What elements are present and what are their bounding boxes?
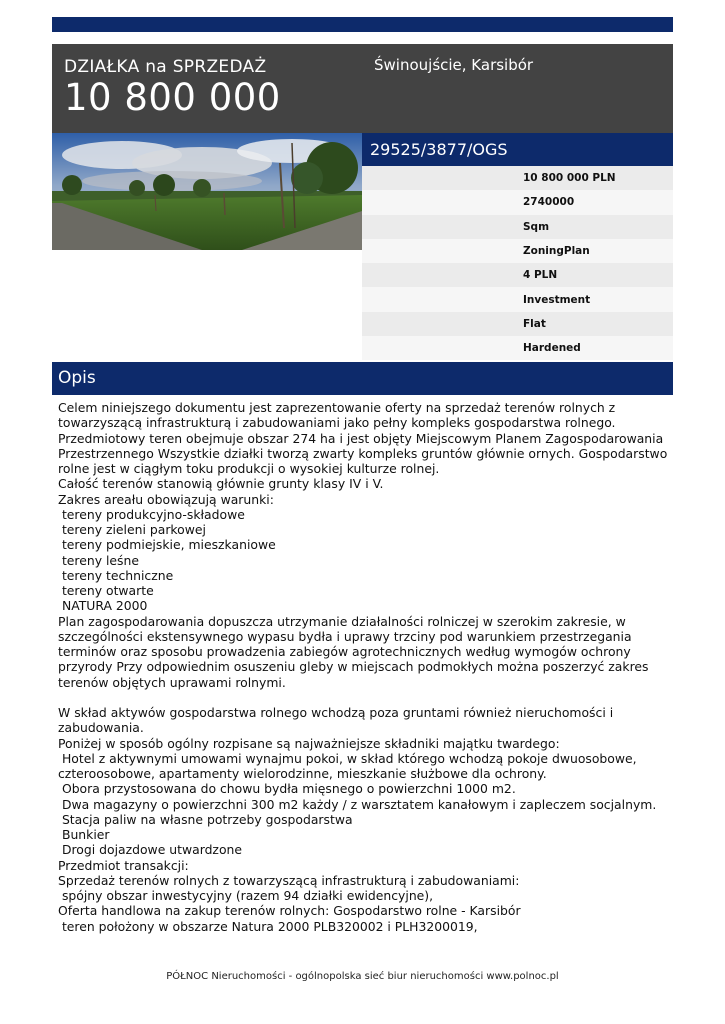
listing-type: DZIAŁKA na SPRZEDAŻ [64,57,267,77]
description-line: szczególności ekstensywnego wypasu bydła i uprawy trzciny pod warunkiem przestrzegania [58,628,632,644]
description-line: spójny obszar inwestycyjny (razem 94 działki ewidencyjne), [58,888,434,903]
landscape-photo-icon [52,133,362,250]
param-area: 2740000 [362,190,673,214]
reference-number-bar [362,133,673,166]
description-section-header [52,362,673,395]
description-line: towarzyszącą infrastrukturą i zabudowaniami jako pełny kompleks gospodarstwa rolnego. [58,415,616,431]
description-line: Celem niniejszego dokumentu jest zaprezentowanie oferty na sprzedaż terenów rolnych z [58,400,616,415]
parameters-table [362,166,673,360]
description-line: rolne jest w ciągłym toku produkcji o wysokiej kulturze rolnej. [58,461,440,476]
param-price-per-unit: 4 PLN [362,263,673,287]
listing-header [52,44,673,133]
description-body [58,400,668,934]
param-terrain: Flat [362,312,673,336]
description-line: terminów oraz sposobu prowadzenia zabiegów agrotechnicznych według wymogów ochrony [58,644,631,659]
description-line: Przedmiotowy teren obejmuje obszar 274 ha i jest objęty Miejscowym Planem Zagospodarowania [58,430,664,446]
description-line: Poniżej w sposób ogólny rozpisane są najważniejsze składniki majątku twardego: [58,735,560,751]
description-line: Stacja paliw na własne potrzeby gospodarstwa [58,811,353,827]
description-line: zabudowania. [58,720,144,736]
param-price: 10 800 000 PLN [362,166,673,190]
param-unit: Sqm [362,215,673,239]
description-line [58,690,668,705]
description-line: tereny techniczne [58,567,174,583]
top-accent-bar [52,17,673,32]
description-line: terenów objętych uprawami rolnymi. [58,674,286,690]
description-line: Całość terenów stanowią głównie grunty klasy IV i V. [58,476,384,492]
listing-location: Świnoujście, Karsibór [374,56,534,74]
description-line: NATURA 2000 [58,598,148,614]
description-line: Plan zagospodarowania dopuszcza utrzymanie działalności rolniczej w szerokim zakresie, w [58,613,626,629]
description-line: teren położony w obszarze Natura 2000 PLB320002 i PLH3200019, [58,918,478,934]
description-line: tereny podmiejskie, mieszkaniowe [58,537,276,553]
description-line: Dwa magazyny o powierzchni 300 m2 każdy / z warsztatem kanałowym i zapleczem socjalnym. [58,796,657,812]
param-access-road: Hardened [362,336,673,360]
description-line: Bunkier [58,827,110,842]
description-line: Przedmiot transakcji: [58,857,189,873]
description-line: tereny leśne [58,552,139,568]
description-line: tereny produkcyjno-składowe [58,506,245,522]
description-line: Sprzedaż terenów rolnych z towarzyszącą infrastrukturą i zabudowaniami: [58,872,520,888]
param-zoning: ZoningPlan [362,239,673,263]
description-line: Hotel z aktywnymi umowami wynajmu pokoi, w skład którego wchodzą pokoje dwuosobowe, [58,750,637,766]
param-purpose: Investment [362,287,673,311]
description-line: Oferta handlowa na zakup terenów rolnych: Gospodarstwo rolne - Karsibór [58,903,521,919]
description-section-title: Opis [58,368,96,388]
description-line: Zakres areału obowiązują warunki: [58,491,274,507]
description-line: tereny zieleni parkowej [58,522,206,537]
description-line: Przestrzennego Wszystkie działki tworzą zwarty kompleks gruntów głównie ornych. Gospodarstwo [58,445,668,461]
description-line: przyrody Przy odpowiednim osuszeniu gleby w miejscach podmokłych można poszerzyć zakres [58,659,649,675]
reference-number: 29525/3877/OGS [370,140,508,159]
description-line: W skład aktywów gospodarstwa rolnego wchodzą poza gruntami również nieruchomości i [58,705,614,720]
description-line: Drogi dojazdowe utwardzone [58,842,242,858]
description-line: tereny otwarte [58,583,154,598]
description-line: czteroosobowe, apartamenty wielorodzinne, mieszkanie służbowe dla ochrony. [58,766,547,781]
description-line: Obora przystosowana do chowu bydła mięsnego o powierzchni 1000 m2. [58,781,516,797]
listing-price: 10 800 000 [64,76,281,119]
page-footer: PÓŁNOC Nieruchomości - ogólnopolska sieć biur nieruchomości www.polnoc.pl [166,971,559,982]
